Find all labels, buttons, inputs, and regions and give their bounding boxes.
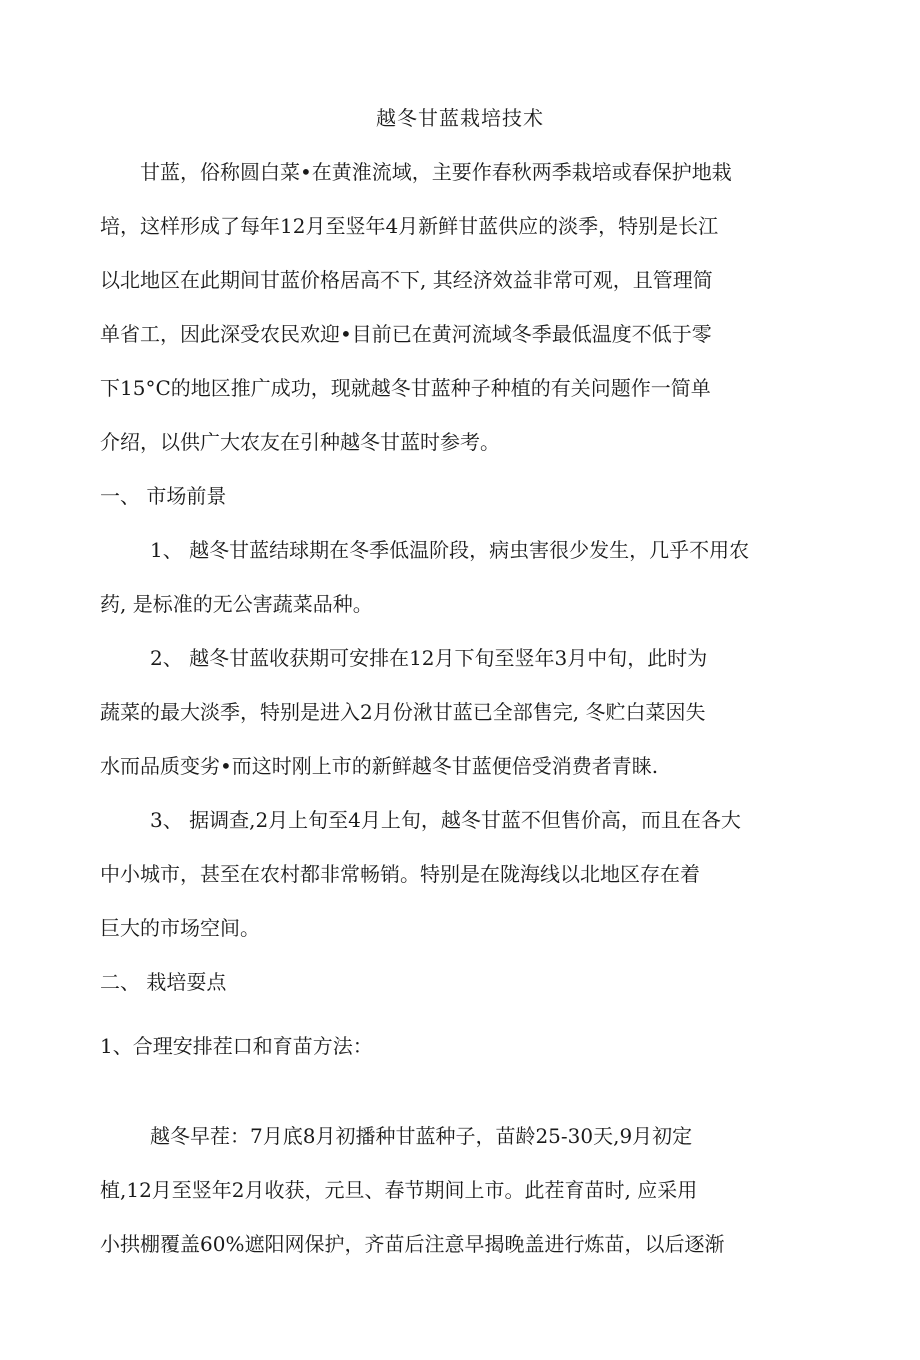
text-line: 中小城市，甚至在农村都非常畅销。特别是在陇海线以北地区存在着	[100, 862, 700, 886]
section-heading: 二、 栽培耍点	[100, 970, 227, 994]
text-line: 巨大的市场空间。	[100, 916, 260, 940]
text-line: 下15°C的地区推广成功，现就越冬甘蓝种子种植的有关问题作一简单	[100, 376, 711, 400]
text-line: 培，这样形成了每年12月至竖年4月新鲜甘蓝供应的淡季，特别是长江	[100, 214, 719, 238]
section-heading: 一、 市场前景	[100, 484, 227, 508]
text-line: 水而品质变劣•而这时刚上市的新鲜越冬甘蓝便倍受消费者青睐.	[100, 754, 659, 778]
document-title: 越冬甘蓝栽培技术	[376, 106, 544, 130]
text-line: 介绍，以供广大农友在引种越冬甘蓝时参考。	[100, 430, 500, 454]
text-line: 甘蓝，俗称圆白菜•在黄淮流域，主要作春秋两季栽培或春保护地栽	[140, 160, 732, 184]
text-line: 小拱棚覆盖60%遮阳网保护，齐苗后注意早揭晚盖进行炼苗，以后逐渐	[100, 1232, 725, 1256]
text-line: 单省工，因此深受农民欢迎•目前已在黄河流域冬季最低温度不低于零	[100, 322, 712, 346]
text-line: 植,12月至竖年2月收获，元旦、春节期间上市。此茬育苗时, 应采用	[100, 1178, 698, 1202]
text-line: 2、 越冬甘蓝收获期可安排在12月下旬至竖年3月中旬，此时为	[150, 646, 708, 670]
text-line: 药, 是标准的无公害蔬菜品种。	[100, 592, 373, 616]
text-line: 以北地区在此期间甘蓝价格居高不下, 其经济效益非常可观，且管理简	[100, 268, 713, 292]
text-line: 越冬早茬：7月底8月初播种甘蓝种子，苗龄25-30天,9月初定	[150, 1124, 693, 1148]
subsection-heading: 1、合理安排茬口和育苗方法：	[100, 1034, 373, 1058]
text-line: 3、 据调查,2月上旬至4月上旬，越冬甘蓝不但售价高，而且在各大	[150, 808, 741, 832]
text-line: 蔬菜的最大淡季，特别是进入2月份湫甘蓝已全部售完, 冬贮白菜因失	[100, 700, 706, 724]
text-line: 1、 越冬甘蓝结球期在冬季低温阶段，病虫害很少发生，几乎不用农	[150, 538, 750, 562]
